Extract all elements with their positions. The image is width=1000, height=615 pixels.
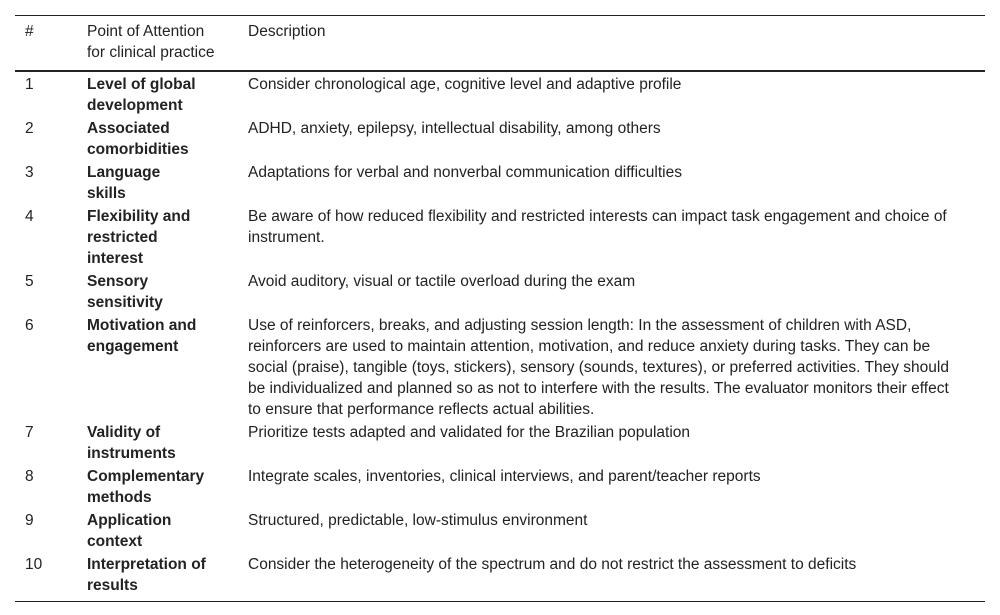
row-point-line2: skills [87, 185, 126, 202]
row-point [87, 206, 248, 271]
row-description: Consider the heterogeneity of the spectrum and do not restrict the assessment to deficits [248, 556, 857, 573]
row-point-line2: sensitivity [87, 294, 163, 311]
table-row [15, 271, 985, 315]
row-point-line2: instruments [87, 445, 176, 462]
row-description: Be aware of how reduced flexibility and restricted interests can impact task engagement and choice of instrument. [248, 208, 947, 246]
row-point [87, 71, 248, 118]
row-description: Integrate scales, inventories, clinical interviews, and parent/teacher reports [248, 468, 761, 485]
header-point-line1: Point of Attention [87, 23, 205, 40]
row-point-line1: Complementary [87, 468, 205, 485]
row-point-line1: Validity of [87, 424, 161, 441]
table-row [15, 162, 985, 206]
row-point [87, 466, 248, 510]
header-point-of-attention [87, 16, 248, 72]
row-point [87, 315, 248, 422]
row-number: 5 [25, 273, 34, 290]
row-point-line3: interest [87, 250, 143, 267]
row-point [87, 118, 248, 162]
row-point [87, 554, 248, 602]
row-number: 6 [25, 317, 34, 334]
table-row [15, 422, 985, 466]
table-row [15, 466, 985, 510]
table-header [15, 16, 985, 72]
row-description: Adaptations for verbal and nonverbal communication difficulties [248, 164, 682, 181]
row-number: 10 [25, 556, 43, 573]
row-description: Structured, predictable, low-stimulus environment [248, 512, 588, 529]
row-description: Prioritize tests adapted and validated for the Brazilian population [248, 424, 691, 441]
table-row [15, 71, 985, 118]
row-description: Consider chronological age, cognitive level and adaptive profile [248, 76, 682, 93]
row-point-line1: Application [87, 512, 172, 529]
row-point-line1: Level of global [87, 76, 196, 93]
row-point-line2: development [87, 97, 183, 114]
row-number: 3 [25, 164, 34, 181]
table-body [15, 71, 985, 602]
header-row [15, 16, 985, 72]
header-description: Description [248, 23, 326, 40]
row-point-line1: Interpretation of [87, 556, 206, 573]
row-point [87, 271, 248, 315]
row-point-line1: Associated [87, 120, 170, 137]
row-point-line2: engagement [87, 338, 179, 355]
row-point-line2: methods [87, 489, 152, 506]
row-point-line1: Sensory [87, 273, 149, 290]
row-number: 2 [25, 120, 34, 137]
row-description: Avoid auditory, visual or tactile overload during the exam [248, 273, 636, 290]
attention-points-table-container [15, 15, 985, 602]
row-point [87, 162, 248, 206]
row-point [87, 510, 248, 554]
row-description: ADHD, anxiety, epilepsy, intellectual disability, among others [248, 120, 661, 137]
table-row [15, 510, 985, 554]
row-number: 4 [25, 208, 34, 225]
table-row [15, 206, 985, 271]
row-point-line1: Motivation and [87, 317, 197, 334]
table-row [15, 315, 985, 422]
attention-points-table [15, 15, 985, 602]
row-number: 7 [25, 424, 34, 441]
row-number: 9 [25, 512, 34, 529]
table-row [15, 554, 985, 602]
row-point-line2: comorbidities [87, 141, 189, 158]
row-number: 1 [25, 76, 34, 93]
row-point [87, 422, 248, 466]
row-point-line2: context [87, 533, 143, 550]
row-point-line1: Language [87, 164, 161, 181]
table-row [15, 118, 985, 162]
header-point-line2: for clinical practice [87, 44, 215, 61]
header-number: # [25, 23, 34, 40]
row-point-line2: results [87, 577, 138, 594]
row-number: 8 [25, 468, 34, 485]
row-description: Use of reinforcers, breaks, and adjusting session length: In the assessment of children with ASD, reinforcers are used to maintain attention, motivation, and reduce anxiety during tasks. They can be social (praise), tangible (toys, stickers), sensory (sounds, textures), or preferred activities. They should be individualized and planned so as not to interfere with the results. The evaluator monitors their effect to ensure that performance reflects actual abilities. [248, 317, 949, 418]
row-point-line2: restricted [87, 229, 158, 246]
row-point-line1: Flexibility and [87, 208, 191, 225]
